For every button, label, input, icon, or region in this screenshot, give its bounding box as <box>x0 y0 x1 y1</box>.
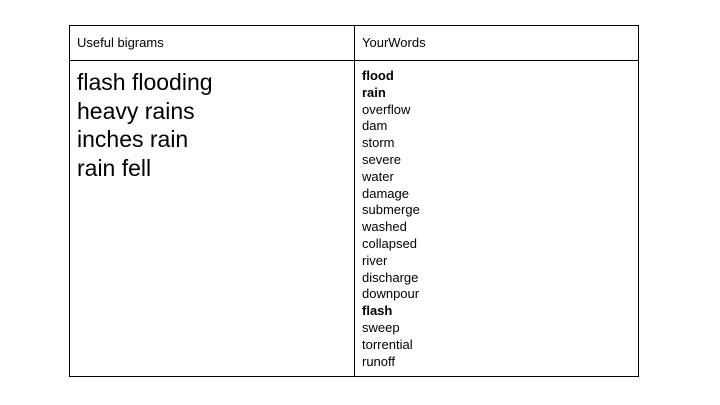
word-item: damage <box>362 185 409 201</box>
word-item: flash <box>362 303 393 319</box>
column-divider <box>354 26 355 376</box>
word-list <box>362 68 420 370</box>
word-item: severe <box>362 151 402 167</box>
word-item: downpour <box>362 286 420 302</box>
word-item: torrential <box>362 336 413 352</box>
word-item: flood <box>362 68 394 83</box>
word-table <box>69 25 639 377</box>
bigram-item: rain fell <box>77 154 152 181</box>
word-item: overflow <box>362 101 411 117</box>
word-item: washed <box>362 219 407 235</box>
word-item: sweep <box>362 319 400 335</box>
bigram-list <box>77 68 213 182</box>
header-your-words: YourWords <box>362 35 426 50</box>
word-item: submerge <box>362 202 420 218</box>
word-item: river <box>362 252 388 268</box>
header-divider <box>70 60 638 61</box>
word-item: water <box>362 168 394 184</box>
bigram-item: flash flooding <box>77 69 213 95</box>
word-item: runoff <box>362 353 396 369</box>
bigram-item: inches rain <box>77 126 189 152</box>
bigram-item: heavy rains <box>77 97 195 124</box>
word-item: rain <box>362 84 386 100</box>
word-item: discharge <box>362 269 419 285</box>
word-item: collapsed <box>362 235 417 251</box>
word-item: dam <box>362 118 388 134</box>
header-useful-bigrams: Useful bigrams <box>77 35 164 50</box>
word-item: storm <box>362 135 395 151</box>
